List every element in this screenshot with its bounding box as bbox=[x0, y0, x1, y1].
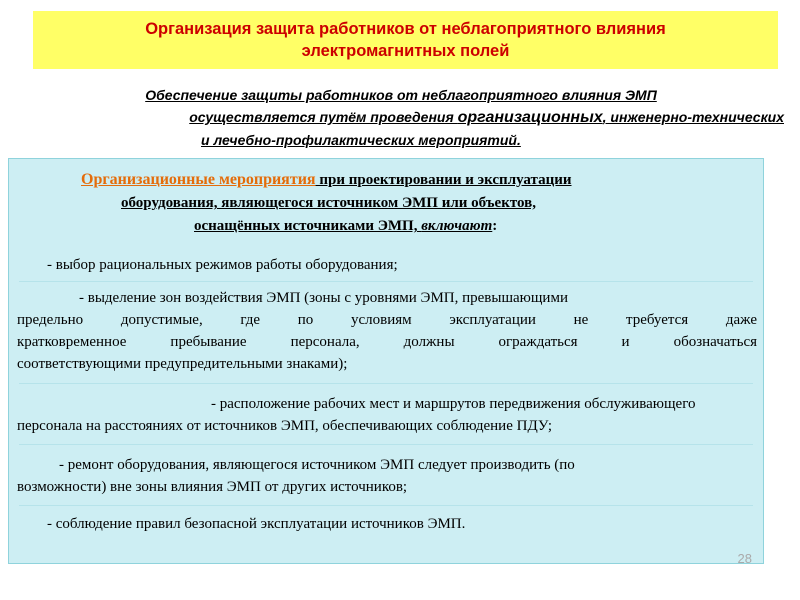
list-item bbox=[47, 513, 465, 535]
list-item-line: возможности) вне зоны влияния ЭМП от других источников; bbox=[17, 479, 408, 495]
page-number: 28 bbox=[737, 551, 752, 566]
intro-line-2 bbox=[18, 106, 784, 129]
title-line-1: Организация защита работников от неблагоприятного влияния bbox=[145, 20, 666, 38]
list-item-line: соответствующими предупредительными знаками); bbox=[17, 356, 348, 372]
heading-line-2 bbox=[121, 192, 536, 214]
divider bbox=[19, 281, 753, 282]
intro-line-2-suffix: , инженерно-технических bbox=[602, 109, 784, 125]
divider bbox=[19, 383, 753, 384]
heading-line-2-text: оборудования, являющегося источником ЭМП или объектов, bbox=[121, 195, 536, 211]
list-item-line: - соблюдение правил безопасной эксплуатации источников ЭМП. bbox=[47, 516, 466, 532]
list-item-line: - расположение рабочих мест и маршрутов передвижения обслуживающего bbox=[211, 396, 696, 412]
list-item bbox=[17, 287, 757, 375]
title-line-2: электромагнитных полей bbox=[301, 42, 510, 60]
list-item bbox=[17, 393, 757, 437]
divider bbox=[19, 505, 753, 506]
intro-paragraph bbox=[18, 84, 784, 151]
divider bbox=[19, 444, 753, 445]
list-item-line: - выделение зон воздействия ЭМП (зоны с уровнями ЭМП, превышающими bbox=[79, 290, 568, 306]
intro-line-1: Обеспечение защиты работников от неблагоприятного влияния ЭМП bbox=[145, 87, 657, 103]
list-item bbox=[17, 454, 757, 498]
heading-line-3c: : bbox=[492, 218, 498, 234]
heading-line-3b: включают bbox=[421, 218, 493, 234]
title-banner bbox=[33, 11, 778, 69]
heading-red: Организационные мероприятия bbox=[81, 171, 316, 188]
list-item-line: предельно допустимые, где по условиям эксплуатации не требуется даже bbox=[17, 312, 757, 328]
main-content-box bbox=[8, 158, 764, 564]
intro-emphasis: организационных bbox=[457, 109, 603, 126]
intro-line-3: и лечебно-профилактических мероприятий. bbox=[201, 132, 521, 148]
heading-line-1 bbox=[81, 169, 572, 191]
list-item-line: кратковременное пребывание персонала, должны ограждаться и обозначаться bbox=[17, 334, 757, 350]
list-item-line: - ремонт оборудования, являющегося источником ЭМП следует производить (по bbox=[59, 457, 575, 473]
heading-rest-1: при проектировании и эксплуатации bbox=[315, 172, 572, 188]
heading-line-3a: оснащённых источниками ЭМП, bbox=[194, 218, 422, 234]
list-item bbox=[47, 254, 398, 276]
list-item-line: персонала на расстояниях от источников ЭМП, обеспечивающих соблюдение ПДУ; bbox=[17, 418, 553, 434]
intro-line-2-prefix: осуществляется путём проведения bbox=[189, 109, 458, 125]
heading-line-3 bbox=[194, 215, 497, 237]
list-item-line: - выбор рациональных режимов работы оборудования; bbox=[47, 257, 398, 273]
